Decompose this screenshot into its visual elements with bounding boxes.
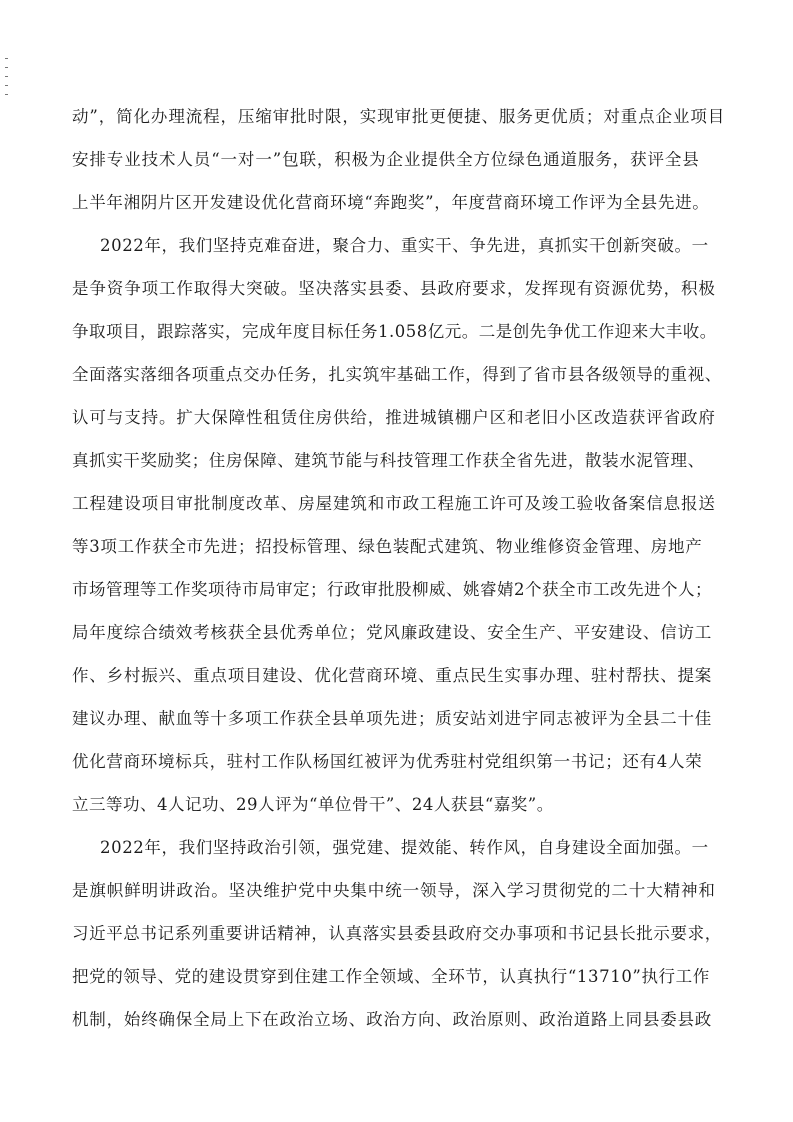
text-line: 等3项工作获全市先进；招投标管理、绿色装配式建筑、物业维修资金管理、房地产 [72, 537, 703, 556]
text-line: 争取项目，跟踪落实，完成年度目标任务1.058亿元。二是创先争优工作迎来大丰收。 [72, 322, 717, 341]
text-line: 优化营商环境标兵，驻村工作队杨国红被评为优秀驻村党组织第一书记；还有4人荣 [72, 752, 703, 771]
text-line: 是争资争项工作取得大突破。坚决落实县委、县政府要求，发挥现有资源优势，积极 [72, 279, 716, 298]
paragraph-start-line: 2022年，我们坚持克难奋进，聚合力、重实干、争先进，真抓实干创新突破。一 [100, 236, 709, 255]
binding-margin-marks [5, 58, 9, 108]
binding-mark [5, 67, 8, 68]
text-line: 动”，简化办理流程，压缩审批时限，实现审批更便捷、服务更优质；对重点企业项目 [72, 107, 726, 126]
text-line: 局年度综合绩效考核获全县优秀单位；党风廉政建设、安全生产、平安建设、信访工 [72, 623, 713, 642]
text-line: 认可与支持。扩大保障性租赁住房供给，推进城镇棚户区和老旧小区改造获评省政府 [72, 408, 716, 427]
paragraph-start-line: 2022年，我们坚持政治引领，强党建、提效能、转作风，自身建设全面加强。一 [100, 838, 709, 857]
text-line: 作、乡村振兴、重点项目建设、优化营商环境、重点民生实事办理、驻村帮扶、提案 [72, 666, 713, 685]
binding-mark [5, 76, 8, 77]
text-line: 建议办理、献血等十多项工作获全县单项先进；质安站刘进宇同志被评为全县二十佳 [72, 709, 713, 728]
paragraph-end-line: 立三等功、4人记功、29人评为“单位骨干”、24人获县“嘉奖”。 [72, 795, 554, 814]
binding-mark [5, 94, 8, 95]
binding-mark [5, 58, 8, 59]
text-line: 把党的领导、党的建设贯穿到住建工作全领域、全环节，认真执行“13710”执行工作 [72, 967, 710, 986]
text-line: 习近平总书记系列重要讲话精神，认真落实县委县政府交办事项和书记县长批示要求， [72, 924, 722, 943]
text-line: 是旗帜鲜明讲政治。坚决维护党中央集中统一领导，深入学习贯彻党的二十大精神和 [72, 881, 716, 900]
text-line: 全面落实落细各项重点交办任务，扎实筑牢基础工作，得到了省市县各级领导的重视、 [72, 365, 722, 384]
text-line: 真抓实干奖励奖；住房保障、建筑节能与科技管理工作获全省先进，散装水泥管理、 [72, 451, 705, 470]
text-line: 上半年湘阴片区开发建设优化营商环境“奔跑奖”，年度营商环境工作评为全县先进。 [72, 193, 710, 212]
binding-mark [5, 85, 8, 86]
text-line: 工程建设项目审批制度改革、房屋建筑和市政工程施工许可及竣工验收备案信息报送 [72, 494, 716, 513]
text-line: 安排专业技术人员“一对一”包联，积极为企业提供全方位绿色通道服务，获评全县 [72, 150, 700, 169]
text-line: 市场管理等工作奖项待市局审定；行政审批股柳威、姚睿婧2个获全市工改先进个人； [72, 580, 712, 599]
text-line: 机制，始终确保全局上下在政治立场、政治方向、政治原则、政治道路上同县委县政 [72, 1010, 713, 1029]
